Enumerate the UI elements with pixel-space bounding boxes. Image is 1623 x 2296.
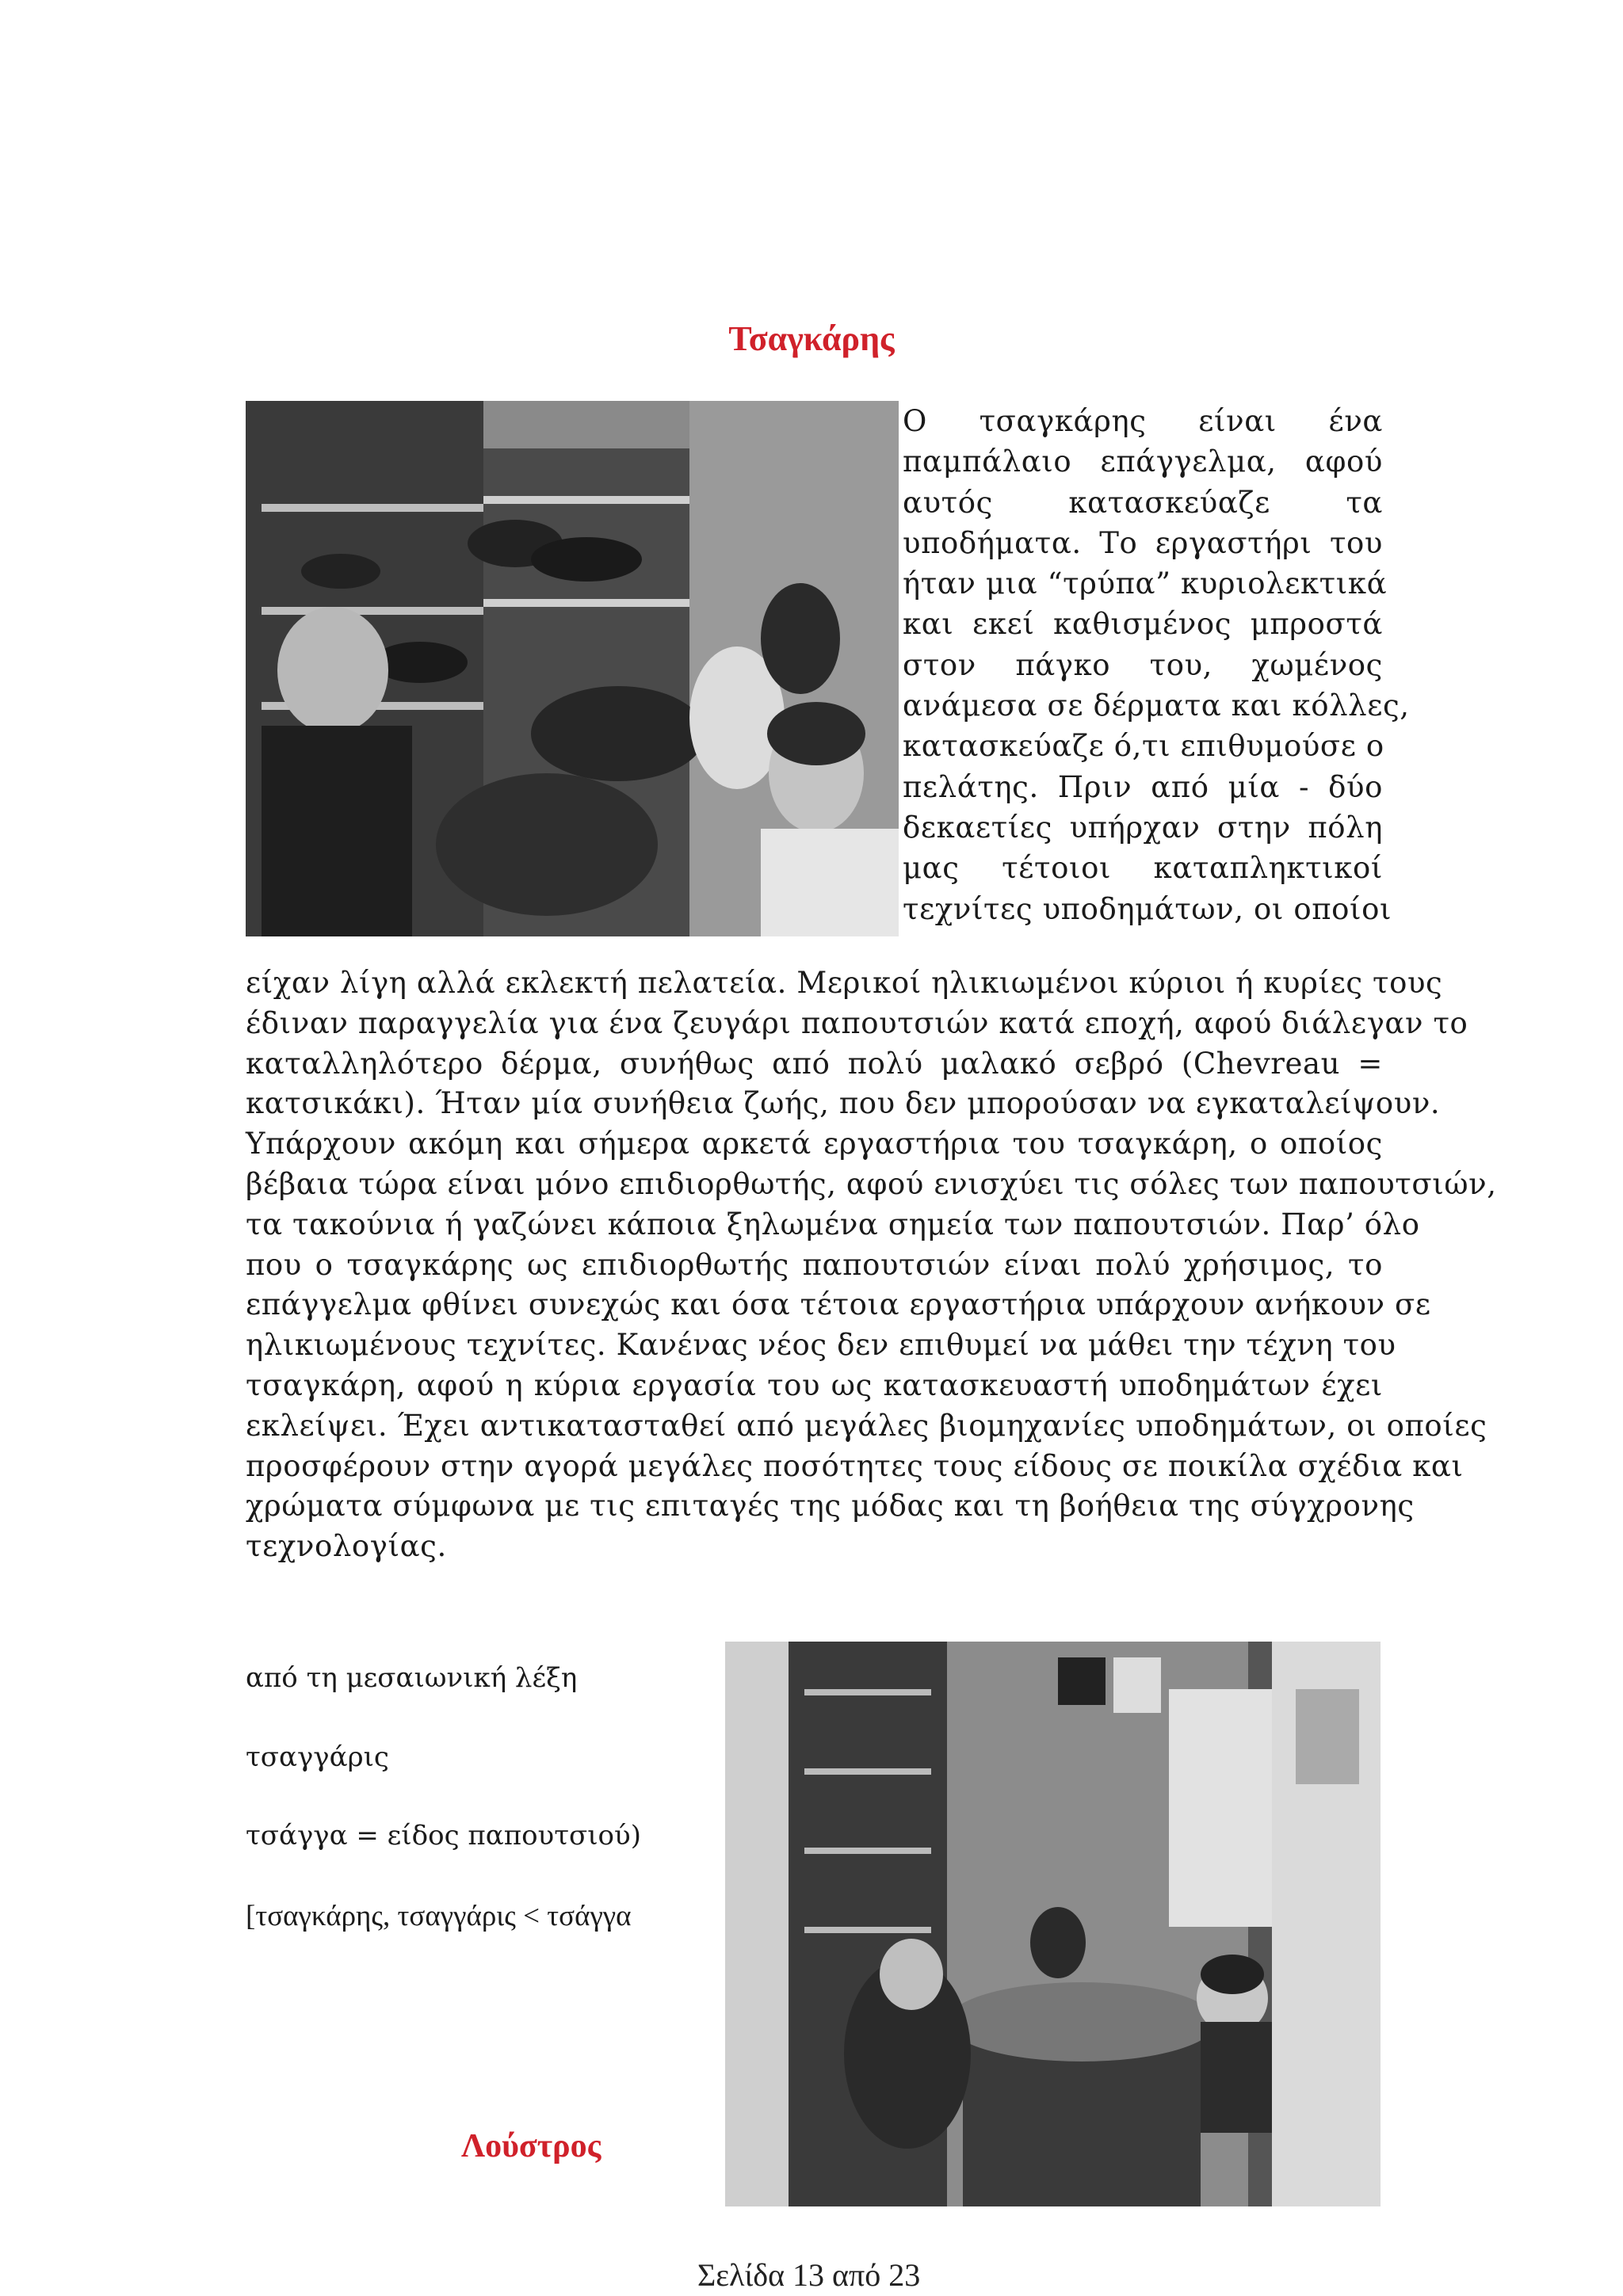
etymology-line-2: τσαγγάρις [246,1741,389,1773]
text-line: κατσικάκι). Ήταν μία συνήθεια ζωής, που δεν μπορούσαν να εγκαταλείψουν. [246,1086,1441,1121]
text-line: ήταν μια “τρύπα” κυριολεκτικά [903,566,1388,601]
etymology-line-4: [τσαγκάρης, τσαγγάρις < τσάγγα [246,1900,632,1932]
text-line: τεχνολογίας. [246,1529,447,1564]
text-line: στον πάγκο του, χωμένος [903,647,1383,682]
body-paragraph [246,963,1497,1567]
text-line: παμπάλαιο επάγγελμα, αφού [903,444,1383,479]
text-line: ανάμεσα σε δέρματα και κόλλες, [903,688,1410,723]
text-line: έδιναν παραγγελία για ένα ζευγάρι παπουτσιών κατά εποχή, αφού διάλεγαν το [246,1005,1468,1040]
text-line: πελάτης. Πριν από μία - δύο [903,769,1383,804]
text-line: κατασκεύαζε ό,τι επιθυμούσε ο [903,729,1384,764]
text-line: τσαγκάρη, αφού η κύρια εργασία του ως κατασκευαστή υποδημάτων έχει [246,1367,1383,1402]
text-line: Υπάρχουν ακόμη και σήμερα αρκετά εργαστήρια του τσαγκάρη, ο οποίος [246,1127,1383,1161]
text-line: δεκαετίες υπήρχαν στην πόλη [903,810,1383,845]
text-line: υποδήματα. Το εργαστήρι του [903,525,1383,560]
text-line: αυτός κατασκεύαζε τα [903,485,1383,520]
text-line: είχαν λίγη αλλά εκλεκτή πελατεία. Μερικοί ηλικιωμένοι κύριοι ή κυρίες τους [246,966,1443,1000]
etymology-line-3: τσάγγα = είδος παπουτσιού) [246,1820,641,1852]
cobbler-workshop-photo [725,1642,1381,2206]
wrapped-paragraph [903,401,1410,929]
text-line: καταλληλότερο δέρμα, συνήθως από πολύ μαλακό σεβρό (Chevreau = [246,1046,1383,1081]
etymology-line-1: από τη μεσαιωνική λέξη [246,1662,578,1694]
text-line: προσφέρουν στην αγορά μεγάλες ποσότητες τους είδους σε ποικίλα σχέδια και [246,1448,1464,1483]
text-line: εκλείψει. Έχει αντικατασταθεί από μεγάλες βιομηχανίες υποδημάτων, οι οποίες [246,1408,1487,1443]
text-line: τα τακούνια ή γαζώνει κάποια ξηλωμένα σημεία των παπουτσιών. Παρ’ όλο [246,1207,1420,1241]
text-line: που ο τσαγκάρης ως επιδιορθωτής παπουτσιών είναι πολύ χρήσιμος, το [246,1247,1383,1282]
text-line: βέβαια τώρα είναι μόνο επιδιορθωτής, αφού ενισχύει τις σόλες των παπουτσιών, [246,1166,1497,1201]
page-footer: Σελίδα 13 από 23 [697,2257,921,2293]
text-line: επάγγελμα φθίνει συνεχώς και όσα τέτοια εργαστήρια υπάρχουν ανήκουν σε [246,1287,1431,1322]
text-line: και εκεί καθισμένος μπροστά [903,607,1383,642]
section-subtitle: Λούστρος [461,2128,601,2164]
text-line: Ο τσαγκάρης είναι ένα [903,404,1383,438]
text-line: χρώματα σύμφωνα με τις επιταγές της μόδας και τη βοήθεια της σύγχρονης [246,1489,1415,1524]
text-line: μας τέτοιοι καταπληκτικοί [903,851,1383,886]
text-line: ηλικιωμένους τεχνίτες. Κανένας νέος δεν επιθυμεί να μάθει την τέχνη του [246,1328,1396,1363]
shoemaker-shop-photo [246,401,899,936]
page-title: Τσαγκάρης [728,319,895,358]
text-line: τεχνίτες υποδημάτων, οι οποίοι [903,891,1392,926]
